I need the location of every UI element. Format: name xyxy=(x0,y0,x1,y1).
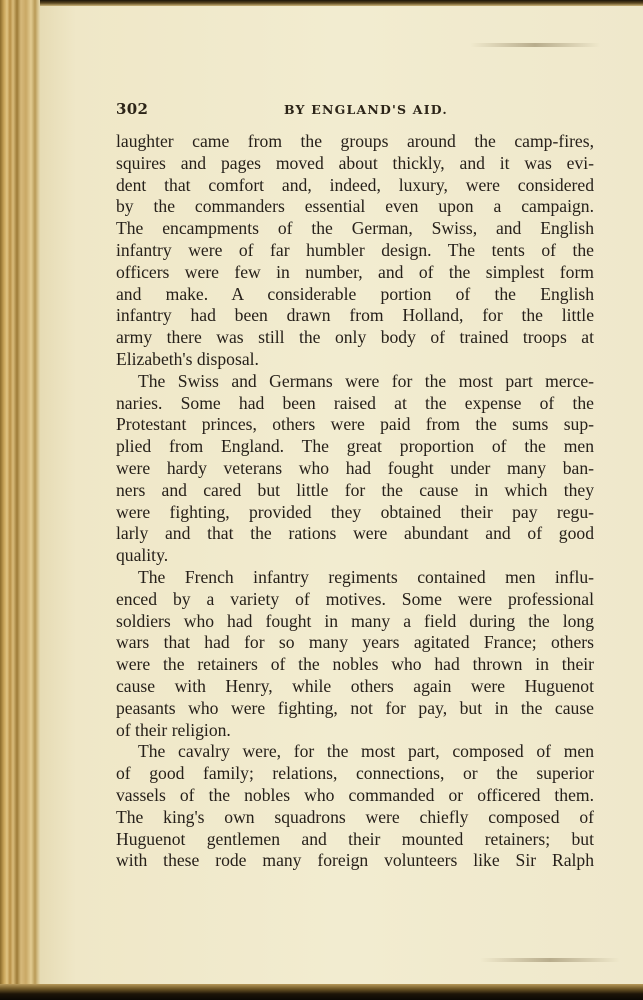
text-line: The French infantry regiments contained men influ- xyxy=(138,566,594,587)
text-line: cause with Henry, while others again were Huguenot xyxy=(116,675,594,696)
text-line: The encampments of the German, Swiss, and English xyxy=(116,218,594,239)
text-line: were the retainers of the nobles who had thrown in their xyxy=(116,654,594,675)
paragraph xyxy=(116,567,594,741)
text-line: enced by a variety of motives. Some were professional xyxy=(116,588,594,609)
text-line: army there was still the only body of trained troops at xyxy=(116,327,594,348)
body-text xyxy=(116,131,594,872)
text-line: plied from England. The great proportion of the men xyxy=(116,436,594,457)
text-line: infantry had been drawn from Holland, for the little xyxy=(116,305,594,326)
text-line: and make. A considerable portion of the English xyxy=(116,283,594,304)
text-line: infantry were of far humbler design. The tents of the xyxy=(116,239,594,260)
page-bottom-edge xyxy=(0,984,643,1000)
text-line: by the commanders essential even upon a campaign. xyxy=(116,196,594,217)
text-line: squires and pages moved about thickly, and it was evi- xyxy=(116,152,594,173)
text-line: vassels of the nobles who commanded or officered them. xyxy=(116,784,594,805)
text-line: Protestant princes, others were paid from the sums sup- xyxy=(116,414,594,435)
text-line: officers were few in number, and of the simplest form xyxy=(116,261,594,282)
paragraph xyxy=(116,371,594,567)
text-line: naries. Some had been raised at the expense of the xyxy=(116,392,594,413)
text-line: quality. xyxy=(116,545,169,566)
text-line: ners and cared but little for the cause in which they xyxy=(116,479,594,500)
text-line: peasants who were fighting, not for pay, but in the cause xyxy=(116,697,594,718)
text-line: The cavalry were, for the most part, composed of men xyxy=(138,741,594,762)
text-line: The Swiss and Germans were for the most part merce- xyxy=(138,370,594,391)
text-line: wars that had for so many years agitated France; others xyxy=(116,632,594,653)
text-line: Elizabeth's disposal. xyxy=(116,348,259,369)
text-line: soldiers who had fought in many a field during the long xyxy=(116,610,594,631)
text-line: larly and that the rations were abundant and of good xyxy=(116,523,594,544)
text-line: The king's own squadrons were chiefly composed of xyxy=(116,806,594,827)
text-line: laughter came from the groups around the camp-fires, xyxy=(116,131,594,151)
page-header xyxy=(116,100,594,120)
running-title: BY ENGLAND'S AID. xyxy=(284,102,448,117)
text-line: were fighting, provided they obtained their pay regu- xyxy=(116,501,594,522)
text-line: with these rode many foreign volunteers like Sir Ralph xyxy=(116,850,594,871)
paragraph xyxy=(116,741,594,872)
book-binding-edge xyxy=(0,0,40,1000)
text-line: of their religion. xyxy=(116,719,231,740)
paragraph xyxy=(116,131,594,371)
page-stain xyxy=(480,958,620,962)
page-number: 302 xyxy=(116,100,149,118)
text-line: Huguenot gentlemen and their mounted retainers; but xyxy=(116,828,594,849)
page-stain xyxy=(470,43,600,47)
text-line: dent that comfort and, indeed, luxury, were considered xyxy=(116,174,594,195)
text-line: of good family; relations, connections, or the superior xyxy=(116,763,594,784)
text-line: were hardy veterans who had fought under many ban- xyxy=(116,457,594,478)
